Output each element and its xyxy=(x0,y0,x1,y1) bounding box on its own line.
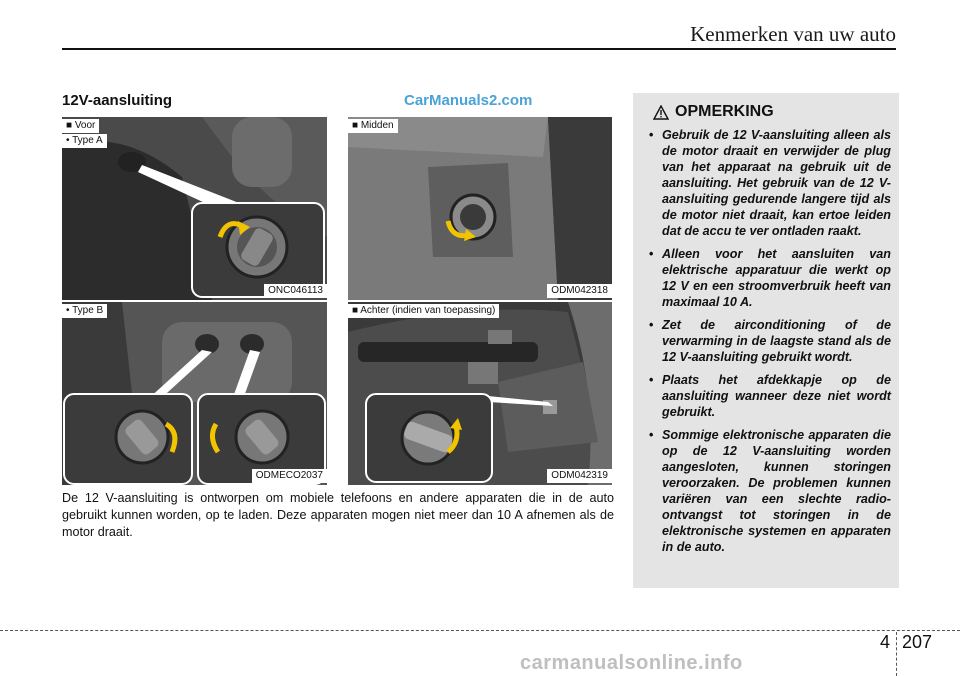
label-rear-location: ■ Achter (indien van toepassing) xyxy=(348,304,499,318)
label-type-a: • Type A xyxy=(62,134,107,148)
chapter-title: Kenmerken van uw auto xyxy=(690,22,896,46)
warning-icon xyxy=(653,105,669,120)
photo-type-b-illustration xyxy=(62,302,327,485)
header-rule xyxy=(62,48,896,50)
body-paragraph: De 12 V-aansluiting is ontworpen om mobiele telefoons en andere apparaten die in de auto gebruikt kunnen worden, op te laden. Deze apparaten mogen niet meer dan 10 A afnemen als de motor draait. xyxy=(62,491,614,539)
note-item: • Plaats het afdekkapje op de aansluiting wanneer deze niet wordt gebruikt. xyxy=(643,372,891,420)
photo-middle-illustration xyxy=(348,117,612,300)
note-box xyxy=(633,93,899,588)
photo-middle xyxy=(348,117,612,300)
figure-code-front: ONC046113 xyxy=(264,284,327,298)
page-separator xyxy=(896,632,897,676)
label-type-b: • Type B xyxy=(62,304,107,318)
page-number: 207 xyxy=(902,632,933,652)
note-item: • Zet de airconditioning of de verwarming in de laagste stand als de 12 V-aansluiting gebruikt wordt. xyxy=(643,317,891,365)
photo-rear-illustration xyxy=(348,302,612,485)
section-title: 12V-aansluiting xyxy=(62,92,173,109)
note-title: OPMERKING xyxy=(675,103,774,120)
chapter-number: 4 xyxy=(880,632,891,652)
watermark-bottom: carmanualsonline.info xyxy=(520,652,743,674)
watermark-top: CarManuals2.com xyxy=(404,92,533,109)
note-item: • Sommige elektronische apparaten die op de 12 V-aansluiting worden aangesloten, kunnen storingen veroorzaken. De problemen kunnen variëren van een slechte radio-ontvangst tot storingen in de elektronische systemen en apparaten in de auto. xyxy=(643,427,891,555)
note-header xyxy=(653,103,774,121)
photo-rear xyxy=(348,302,612,485)
note-list xyxy=(643,127,891,562)
note-item: • Alleen voor het aansluiten van elektrische apparatuur die werkt op 12 V en een stroomverbruik heeft van maximaal 10 A. xyxy=(643,246,891,310)
footer-rule xyxy=(0,630,960,631)
photo-type-b xyxy=(62,302,327,485)
label-middle-location: ■ Midden xyxy=(348,119,398,133)
figure-code-type-b: ODMECO2037 xyxy=(252,469,327,483)
figure-code-rear: ODM042319 xyxy=(547,469,612,483)
photo-front-type-a xyxy=(62,117,327,300)
note-item: • Gebruik de 12 V-aansluiting alleen als de motor draait en verwijder de plug van het apparaat na gebruik uit de aansluiting. Het gebruik van de 12 V-aansluiting gedurende langere tijd als de motor niet draait, kan ertoe leiden dat de accu te ver ontladen raakt. xyxy=(643,127,891,239)
label-front-location: ■ Voor xyxy=(62,119,99,133)
figure-code-middle: ODM042318 xyxy=(547,284,612,298)
